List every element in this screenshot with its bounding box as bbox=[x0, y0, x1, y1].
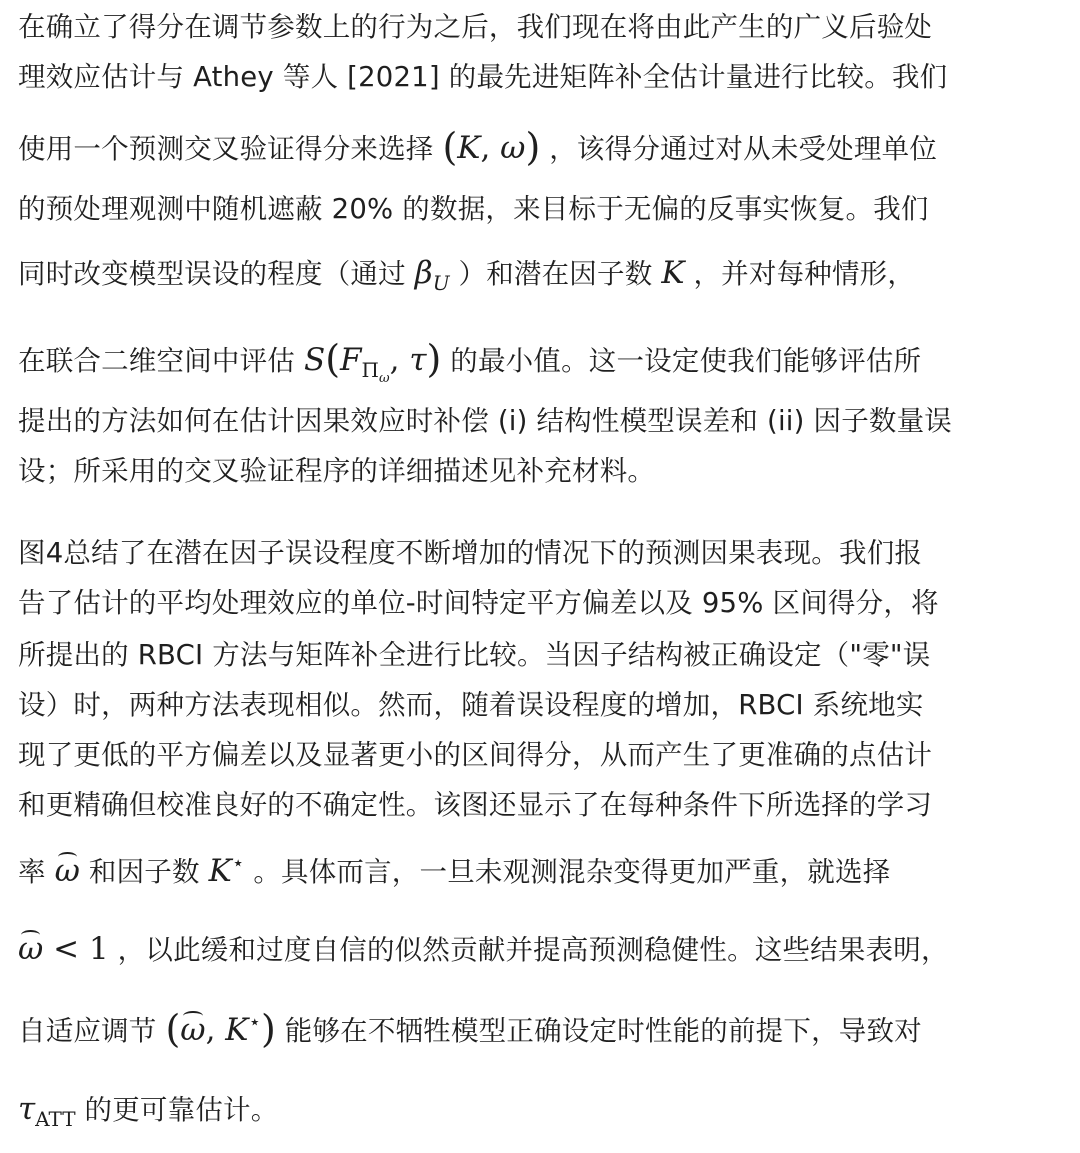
text-segment: ）和潜在因子数 bbox=[458, 258, 653, 290]
text-line bbox=[18, 455, 656, 487]
text-line-content: 设；所采用的交叉验证程序的详细描述见补充材料。 bbox=[18, 455, 656, 487]
text-line-content: 所提出的 RBCI 方法与矩阵补全进行比较。当因子结构被正确设定（"零"误 bbox=[18, 639, 931, 671]
math-beta-U: $\beta_U$ bbox=[414, 255, 450, 296]
text-line-content: 图4总结了在潜在因子误设程度不断增加的情况下的预测因果表现。我们报 bbox=[18, 537, 923, 569]
text-line bbox=[18, 193, 929, 225]
text-line bbox=[18, 255, 916, 296]
text-line bbox=[18, 337, 922, 387]
text-segment: ，并对每种情形， bbox=[693, 258, 916, 290]
text-segment: 和因子数 bbox=[88, 856, 200, 888]
text-line bbox=[18, 789, 933, 821]
math-omega-hat-lt-one: ω < 1 bbox=[18, 931, 109, 967]
text-segment: 自适应调节 bbox=[18, 1015, 157, 1047]
text-line bbox=[18, 61, 948, 93]
text-line bbox=[18, 1007, 922, 1051]
math-tau-ATT: $\tau_{ATT}$ bbox=[18, 1091, 76, 1132]
text-segment: 能够在不牺牲模型正确设定时性能的前提下，导致对 bbox=[284, 1015, 922, 1047]
text-line-content: 提出的方法如何在估计因果效应时补偿 (i) 结构性模型误差和 (ii) 因子数量误 bbox=[18, 405, 952, 437]
math-K-star: K⋆ bbox=[208, 850, 245, 889]
text-line-content: 的预处理观测中随机遮蔽 20% 的数据，来目标于无偏的反事实恢复。我们 bbox=[18, 193, 929, 225]
text-line-content: 理效应估计与 Athey 等人 [2021] 的最先进矩阵补全估计量进行比较。我们 bbox=[18, 61, 948, 93]
text-segment: 的更可靠估计。 bbox=[84, 1094, 279, 1126]
text-segment: 。具体而言，一旦未观测混杂变得更加严重，就选择 bbox=[253, 856, 891, 888]
text-line bbox=[18, 739, 933, 771]
text-line-content: 现了更低的平方偏差以及显著更小的区间得分，从而产生了更准确的点估计 bbox=[18, 739, 933, 771]
math-S-F-tau: $S(F_{\Pi_\omega}$, τ) bbox=[303, 337, 442, 387]
text-segment: 使用一个预测交叉验证得分来选择 bbox=[18, 133, 434, 165]
math-omega-hat-K-star: (ω, K⋆) bbox=[165, 1007, 276, 1051]
text-line bbox=[18, 125, 938, 169]
math-omega-hat: ω bbox=[54, 853, 80, 889]
math-K: K bbox=[661, 255, 685, 291]
text-line bbox=[18, 405, 952, 437]
text-line-content: 设）时，两种方法表现相似。然而，随着误设程度的增加，RBCI 系统地实 bbox=[18, 689, 924, 721]
text-line bbox=[18, 931, 949, 967]
text-segment: ，该得分通过对从未受处理单位 bbox=[549, 133, 938, 165]
text-segment: 的最小值。这一设定使我们能够评估所 bbox=[450, 345, 922, 377]
text-segment: 率 bbox=[18, 856, 46, 888]
text-line bbox=[18, 689, 924, 721]
text-line bbox=[18, 850, 891, 889]
text-segment: 在联合二维空间中评估 bbox=[18, 345, 295, 377]
text-line-content: 和更精确但校准良好的不确定性。该图还显示了在每种条件下所选择的学习 bbox=[18, 789, 933, 821]
text-line-content: 告了估计的平均处理效应的单位-时间特定平方偏差以及 95% 区间得分，将 bbox=[18, 587, 939, 619]
text-line-content: 在确立了得分在调节参数上的行为之后，我们现在将由此产生的广义后验处 bbox=[18, 11, 933, 43]
text-line bbox=[18, 587, 939, 619]
text-segment: 同时改变模型误设的程度（通过 bbox=[18, 258, 406, 290]
text-line bbox=[18, 537, 923, 569]
math-K-omega: (K, ω) bbox=[442, 125, 541, 169]
text-line bbox=[18, 639, 931, 671]
text-segment: ，以此缓和过度自信的似然贡献并提高预测稳健性。这些结果表明， bbox=[117, 934, 949, 966]
text-line bbox=[18, 1091, 279, 1132]
text-line bbox=[18, 11, 933, 43]
